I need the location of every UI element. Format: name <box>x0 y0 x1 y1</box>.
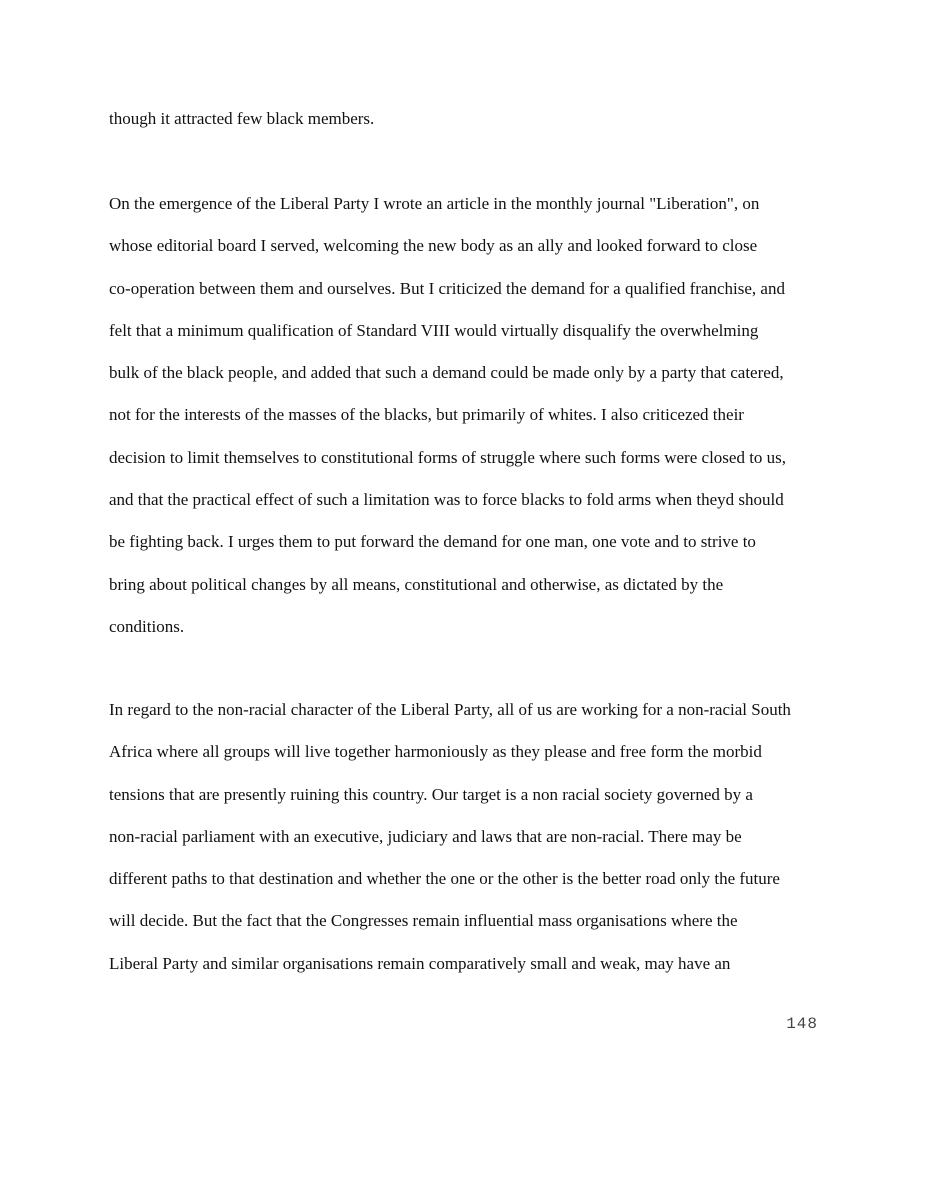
paragraph-line: Africa where all groups will live together harmoniously as they please and free form the morbid <box>109 742 762 762</box>
paragraph-line: be fighting back. I urges them to put forward the demand for one man, one vote and to strive to <box>109 532 756 552</box>
paragraph-1 <box>109 98 829 140</box>
paragraph-line: not for the interests of the masses of the blacks, but primarily of whites. I also criticezed their <box>109 405 744 425</box>
paragraph-line: Liberal Party and similar organisations remain comparatively small and weak, may have an <box>109 953 731 973</box>
paragraph-line: though it attracted few black members. <box>109 109 375 128</box>
paragraph-line: will decide. But the fact that the Congresses remain influential mass organisations where the <box>109 911 738 931</box>
paragraph-line: and that the practical effect of such a limitation was to force blacks to fold arms when theyd should <box>109 490 784 510</box>
paragraph-line: conditions. <box>109 616 185 636</box>
paragraph-line: felt that a minimum qualification of Standard VIII would virtually disqualify the overwhelming <box>109 320 759 340</box>
paragraph-3 <box>109 689 829 985</box>
page-number: 148 <box>786 1015 818 1033</box>
paragraph-line: In regard to the non-racial character of the Liberal Party, all of us are working for a non-racial South <box>109 700 791 719</box>
paragraph-line: tensions that are presently ruining this country. Our target is a non racial society governed by a <box>109 784 753 804</box>
paragraph-line: different paths to that destination and whether the one or the other is the better road only the future <box>109 869 780 889</box>
paragraph-2 <box>109 183 829 648</box>
paragraph-line: On the emergence of the Liberal Party I wrote an article in the monthly journal "Liberation", on <box>109 194 760 213</box>
paragraph-line: bulk of the black people, and added that such a demand could be made only by a party that catered, <box>109 363 784 383</box>
paragraph-line: co-operation between them and ourselves. But I criticized the demand for a qualified franchise, and <box>109 278 785 298</box>
paragraph-line: bring about political changes by all means, constitutional and otherwise, as dictated by the <box>109 574 724 594</box>
paragraph-line: whose editorial board I served, welcoming the new body as an ally and looked forward to close <box>109 236 758 256</box>
paragraph-line: decision to limit themselves to constitutional forms of struggle where such forms were closed to us, <box>109 447 787 467</box>
paragraph-line: non-racial parliament with an executive, judiciary and laws that are non-racial. There may be <box>109 826 742 846</box>
